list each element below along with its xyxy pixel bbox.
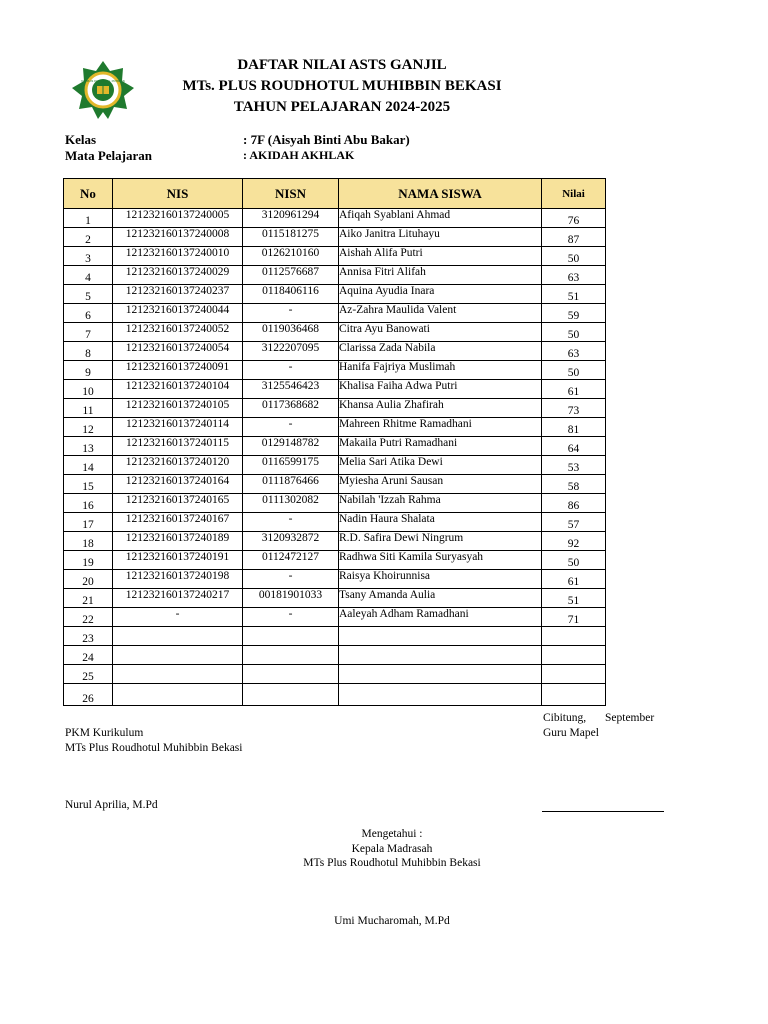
cell-nis: 121232160137240044 <box>113 304 243 323</box>
cell-nisn: 0117368682 <box>243 399 339 418</box>
table-row <box>64 247 606 266</box>
cell-nisn: 3122207095 <box>243 342 339 361</box>
cell-nilai: 50 <box>542 323 606 342</box>
header-nisn: NISN <box>243 179 339 209</box>
table-row <box>64 551 606 570</box>
cell-nama <box>339 627 542 646</box>
table-row <box>64 513 606 532</box>
cell-nilai: 63 <box>542 342 606 361</box>
cell-nama: Khalisa Faiha Adwa Putri <box>339 380 542 399</box>
cell-nis: 121232160137240005 <box>113 209 243 228</box>
cell-nilai <box>542 627 606 646</box>
cell-no: 13 <box>64 437 113 456</box>
cell-no: 8 <box>64 342 113 361</box>
header-no: No <box>64 179 113 209</box>
cell-no: 23 <box>64 627 113 646</box>
table-row <box>64 228 606 247</box>
table-row <box>64 399 606 418</box>
cell-nama: Myiesha Aruni Sausan <box>339 475 542 494</box>
cell-no: 17 <box>64 513 113 532</box>
title-line-2: MTs. PLUS ROUDHOTUL MUHIBBIN BEKASI <box>182 78 502 94</box>
cell-no: 12 <box>64 418 113 437</box>
cell-nama: Afiqah Syablani Ahmad <box>339 209 542 228</box>
cell-no: 11 <box>64 399 113 418</box>
cell-no: 7 <box>64 323 113 342</box>
cell-nisn: - <box>243 304 339 323</box>
cell-no: 14 <box>64 456 113 475</box>
table-row <box>64 494 606 513</box>
cell-no: 3 <box>64 247 113 266</box>
cell-nilai: 50 <box>542 247 606 266</box>
cell-nama: Mahreen Rhitme Ramadhani <box>339 418 542 437</box>
cell-no: 20 <box>64 570 113 589</box>
kepala-name: Umi Mucharomah, M.Pd <box>334 915 450 927</box>
cell-nis <box>113 627 243 646</box>
cell-no: 16 <box>64 494 113 513</box>
cell-nisn: 0116599175 <box>243 456 339 475</box>
cell-nilai <box>542 665 606 684</box>
cell-nama <box>339 665 542 684</box>
cell-nama: R.D. Safira Dewi Ningrum <box>339 532 542 551</box>
cell-nisn: - <box>243 418 339 437</box>
table-row <box>64 342 606 361</box>
cell-nis: 121232160137240167 <box>113 513 243 532</box>
cell-nisn <box>243 627 339 646</box>
pkm-name: Nurul Aprilia, M.Pd <box>65 799 158 811</box>
cell-nisn: 0112576687 <box>243 266 339 285</box>
cell-nis: 121232160137240008 <box>113 228 243 247</box>
cell-nilai: 71 <box>542 608 606 627</box>
table-row <box>64 418 606 437</box>
cell-nisn: - <box>243 608 339 627</box>
table-row <box>64 608 606 627</box>
cell-no: 9 <box>64 361 113 380</box>
cell-nis: 121232160137240165 <box>113 494 243 513</box>
table-row <box>64 437 606 456</box>
guru-signature-line <box>542 811 664 812</box>
cell-no: 1 <box>64 209 113 228</box>
cell-nisn <box>243 665 339 684</box>
table-row <box>64 266 606 285</box>
cell-nilai: 59 <box>542 304 606 323</box>
cell-nama: Raisya Khoirunnisa <box>339 570 542 589</box>
cell-nis: 121232160137240029 <box>113 266 243 285</box>
cell-nama <box>339 646 542 665</box>
cell-nama: Melia Sari Atika Dewi <box>339 456 542 475</box>
cell-nama: Tsany Amanda Aulia <box>339 589 542 608</box>
cell-nisn: 0129148782 <box>243 437 339 456</box>
cell-nilai: 73 <box>542 399 606 418</box>
cell-nis: 121232160137240104 <box>113 380 243 399</box>
cell-nis: 121232160137240010 <box>113 247 243 266</box>
cell-nilai <box>542 684 606 706</box>
cell-nis: 121232160137240237 <box>113 285 243 304</box>
cell-nisn <box>243 646 339 665</box>
cell-nisn: - <box>243 513 339 532</box>
cell-nilai: 58 <box>542 475 606 494</box>
cell-no: 26 <box>64 684 113 706</box>
cell-nis: 121232160137240114 <box>113 418 243 437</box>
cell-nisn: 3120932872 <box>243 532 339 551</box>
cell-nilai: 61 <box>542 570 606 589</box>
cell-no: 4 <box>64 266 113 285</box>
cell-nilai: 53 <box>542 456 606 475</box>
cell-nilai: 81 <box>542 418 606 437</box>
cell-no: 21 <box>64 589 113 608</box>
cell-nilai: 86 <box>542 494 606 513</box>
cell-nilai: 64 <box>542 437 606 456</box>
cell-nis <box>113 684 243 706</box>
table-row <box>64 456 606 475</box>
cell-nama: Khansa Aulia Zhafirah <box>339 399 542 418</box>
cell-nisn: 0115181275 <box>243 228 339 247</box>
table-row <box>64 532 606 551</box>
cell-no: 24 <box>64 646 113 665</box>
cell-nama: Aishah Alifa Putri <box>339 247 542 266</box>
cell-nisn: 0112472127 <box>243 551 339 570</box>
cell-no: 10 <box>64 380 113 399</box>
cell-nilai: 92 <box>542 532 606 551</box>
cell-nilai: 57 <box>542 513 606 532</box>
table-row <box>64 285 606 304</box>
cell-nilai <box>542 646 606 665</box>
cell-nisn: 0119036468 <box>243 323 339 342</box>
cell-nis <box>113 665 243 684</box>
cell-nama: Hanifa Fajriya Muslimah <box>339 361 542 380</box>
cell-nisn: - <box>243 361 339 380</box>
kepala-title: Kepala Madrasah <box>351 843 433 855</box>
cell-nilai: 76 <box>542 209 606 228</box>
cell-nis: 121232160137240105 <box>113 399 243 418</box>
table-row <box>64 570 606 589</box>
cell-nama: Annisa Fitri Alifah <box>339 266 542 285</box>
table-row <box>64 684 606 706</box>
cell-nisn: 00181901033 <box>243 589 339 608</box>
header-nilai: Nilai <box>542 179 606 209</box>
cell-nisn: 3125546423 <box>243 380 339 399</box>
cell-nis: 121232160137240115 <box>113 437 243 456</box>
kelas-label: Kelas <box>65 132 97 147</box>
cell-nilai: 51 <box>542 589 606 608</box>
cell-nisn: 3120961294 <box>243 209 339 228</box>
cell-nis: 121232160137240120 <box>113 456 243 475</box>
table-row <box>64 589 606 608</box>
cell-nisn: 0126210160 <box>243 247 339 266</box>
cell-nama: Aaleyah Adham Ramadhani <box>339 608 542 627</box>
kelas-value: : 7F (Aisyah Binti Abu Bakar) <box>243 132 410 147</box>
mapel-label: Mata Pelajaran <box>65 148 153 163</box>
kepala-org: MTs Plus Roudhotul Muhibbin Bekasi <box>303 857 481 869</box>
cell-no: 22 <box>64 608 113 627</box>
cell-nama <box>339 684 542 706</box>
table-body <box>64 209 606 706</box>
grades-table <box>63 178 606 706</box>
table-row <box>64 646 606 665</box>
cell-nilai: 61 <box>542 380 606 399</box>
cell-nilai: 51 <box>542 285 606 304</box>
cell-nisn: 0111302082 <box>243 494 339 513</box>
cell-nama: Aquina Ayudia Inara <box>339 285 542 304</box>
guru-mapel-title: Guru Mapel <box>543 727 599 739</box>
cell-nisn: 0118406116 <box>243 285 339 304</box>
cell-nisn <box>243 684 339 706</box>
table-row <box>64 380 606 399</box>
logo-label: MTs PLUS ROUDHOTUL MUHIBBIN <box>81 80 125 83</box>
table-row <box>64 665 606 684</box>
cell-nilai: 63 <box>542 266 606 285</box>
table-row <box>64 304 606 323</box>
table-row <box>64 323 606 342</box>
cell-no: 5 <box>64 285 113 304</box>
cell-nisn: - <box>243 570 339 589</box>
cell-nama: Makaila Putri Ramadhani <box>339 437 542 456</box>
title-line-3: TAHUN PELAJARAN 2024-2025 <box>233 99 451 115</box>
cell-nis: 121232160137240217 <box>113 589 243 608</box>
cell-nis: 121232160137240052 <box>113 323 243 342</box>
cell-no: 15 <box>64 475 113 494</box>
mengetahui-label: Mengetahui : <box>361 828 423 840</box>
table-row <box>64 627 606 646</box>
cell-nisn: 0111876466 <box>243 475 339 494</box>
header-nama: NAMA SISWA <box>339 179 542 209</box>
cell-nama: Az-Zahra Maulida Valent <box>339 304 542 323</box>
cell-nis: - <box>113 608 243 627</box>
cell-nilai: 50 <box>542 361 606 380</box>
cell-no: 19 <box>64 551 113 570</box>
cell-nis <box>113 646 243 665</box>
cell-nama: Nabilah 'Izzah Rahma <box>339 494 542 513</box>
cell-nis: 121232160137240054 <box>113 342 243 361</box>
sign-month: September <box>605 712 655 724</box>
cell-nama: Radhwa Siti Kamila Suryasyah <box>339 551 542 570</box>
cell-nis: 121232160137240198 <box>113 570 243 589</box>
cell-nis: 121232160137240191 <box>113 551 243 570</box>
cell-no: 18 <box>64 532 113 551</box>
pkm-org: MTs Plus Roudhotul Muhibbin Bekasi <box>65 742 243 754</box>
cell-no: 6 <box>64 304 113 323</box>
cell-nama: Clarissa Zada Nabila <box>339 342 542 361</box>
cell-no: 2 <box>64 228 113 247</box>
cell-nilai: 50 <box>542 551 606 570</box>
table-row <box>64 475 606 494</box>
cell-no: 25 <box>64 665 113 684</box>
table-row <box>64 209 606 228</box>
title-line-1: DAFTAR NILAI ASTS GANJIL <box>237 57 447 73</box>
table-row <box>64 361 606 380</box>
cell-nis: 121232160137240189 <box>113 532 243 551</box>
pkm-title: PKM Kurikulum <box>65 727 144 739</box>
sign-city: Cibitung, <box>543 712 587 724</box>
mapel-value: : AKIDAH AKHLAK <box>243 148 355 162</box>
table-header-row <box>64 179 606 209</box>
cell-nilai: 87 <box>542 228 606 247</box>
cell-nis: 121232160137240091 <box>113 361 243 380</box>
cell-nama: Aiko Janitra Lituhayu <box>339 228 542 247</box>
school-logo <box>68 60 138 120</box>
cell-nis: 121232160137240164 <box>113 475 243 494</box>
cell-nama: Citra Ayu Banowati <box>339 323 542 342</box>
header-nis: NIS <box>113 179 243 209</box>
cell-nama: Nadin Haura Shalata <box>339 513 542 532</box>
